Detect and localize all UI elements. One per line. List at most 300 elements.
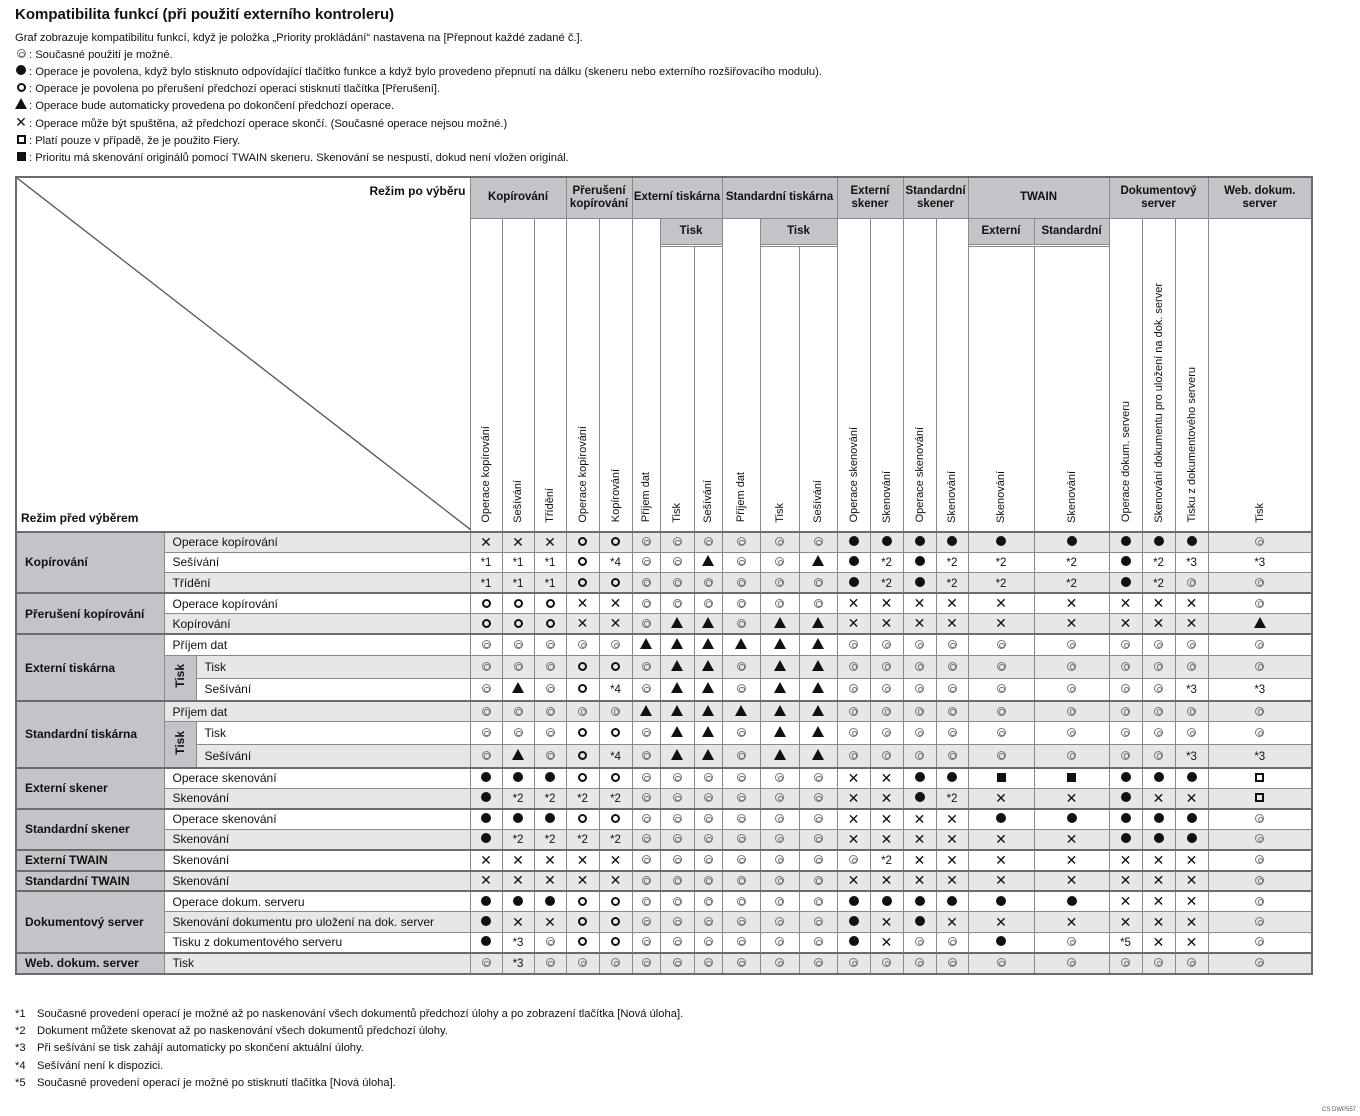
cross-icon: ✕ — [1185, 893, 1198, 910]
table-cell — [903, 532, 936, 553]
table-cell — [837, 912, 870, 933]
table-cell — [1109, 788, 1142, 809]
table-cell — [694, 850, 722, 871]
column-header — [837, 218, 870, 532]
table-cell — [1208, 829, 1312, 850]
double-circle-icon — [704, 876, 713, 885]
cross-icon: ✕ — [1152, 615, 1165, 632]
table-cell — [799, 932, 837, 953]
footnote-ref: *4 — [610, 557, 621, 570]
footnote — [15, 1040, 683, 1057]
filled-circle-icon — [1121, 833, 1131, 843]
double-circle-icon — [482, 751, 491, 760]
table-row — [16, 829, 1312, 850]
table-cell — [760, 552, 799, 573]
table-cell — [1142, 953, 1175, 974]
open-circle-icon — [578, 537, 587, 546]
footnote — [15, 1006, 683, 1023]
double-circle-icon — [482, 707, 491, 716]
table-cell — [936, 745, 968, 768]
cross-icon: ✕ — [609, 595, 622, 612]
row-label: Operace skenování — [164, 809, 470, 830]
triangle-icon — [702, 749, 714, 760]
table-cell — [968, 891, 1034, 912]
table-cell — [502, 573, 534, 594]
table-cell — [870, 634, 903, 655]
footnote-ref: *2 — [881, 855, 892, 868]
table-cell — [632, 953, 660, 974]
cross-icon: ✕ — [512, 533, 524, 550]
table-cell — [1142, 912, 1175, 933]
double-circle-icon — [1187, 662, 1196, 671]
row-group-label: Přerušení kopírování — [16, 593, 164, 634]
triangle-icon — [671, 749, 683, 760]
column-header — [760, 246, 799, 532]
row-label: Tisk — [196, 655, 470, 678]
filled-circle-icon — [915, 556, 925, 566]
double-circle-icon — [775, 958, 784, 967]
double-circle-icon — [849, 855, 858, 864]
filled-circle-icon — [1121, 536, 1131, 546]
cross-icon: ✕ — [880, 913, 893, 930]
column-group-header: Kopírování — [470, 177, 566, 218]
table-cell — [632, 573, 660, 594]
table-cell — [1034, 614, 1109, 635]
table-cell — [1034, 552, 1109, 573]
cross-icon: ✕ — [576, 615, 589, 632]
table-row — [16, 634, 1312, 655]
table-cell — [870, 850, 903, 871]
filled-square-icon — [1067, 773, 1076, 782]
cross-icon: ✕ — [1185, 872, 1198, 889]
double-circle-icon — [611, 640, 620, 649]
double-circle-icon — [997, 684, 1006, 693]
table-cell — [534, 573, 566, 594]
cross-icon: ✕ — [544, 851, 556, 868]
double-circle-icon — [1255, 897, 1264, 906]
open-circle-icon — [578, 728, 587, 737]
table-cell — [837, 829, 870, 850]
cross-icon: ✕ — [847, 615, 860, 632]
table-cell — [722, 850, 760, 871]
double-circle-icon — [814, 958, 823, 967]
triangle-icon — [735, 705, 747, 716]
column-header-label: Operace skenování — [913, 427, 926, 523]
table-cell — [470, 614, 502, 635]
filled-circle-icon — [947, 536, 957, 546]
table-cell — [936, 953, 968, 974]
footnote-ref: *4 — [610, 684, 621, 697]
cross-icon: ✕ — [1065, 830, 1078, 847]
table-cell — [1175, 809, 1208, 830]
triangle-icon — [702, 555, 714, 566]
row-subgroup-label — [164, 655, 196, 701]
table-cell — [502, 722, 534, 745]
double-circle-icon — [849, 958, 858, 967]
double-circle-icon — [849, 728, 858, 737]
double-circle-icon — [814, 897, 823, 906]
filled-circle-icon — [1121, 813, 1131, 823]
open-circle-icon — [611, 662, 620, 671]
double-circle-icon — [642, 855, 651, 864]
double-circle-icon — [1255, 537, 1264, 546]
triangle-icon — [702, 726, 714, 737]
table-cell — [1109, 655, 1142, 678]
table-cell — [968, 768, 1034, 789]
legend-text: : Platí pouze v případě, že je použito Fiery. — [29, 135, 241, 147]
table-cell — [936, 701, 968, 722]
table-cell — [1109, 809, 1142, 830]
table-cell — [799, 768, 837, 789]
table-cell — [694, 768, 722, 789]
table-cell — [1175, 891, 1208, 912]
table-cell — [870, 768, 903, 789]
double-circle-icon — [915, 684, 924, 693]
double-circle-icon — [997, 707, 1006, 716]
table-cell — [599, 891, 632, 912]
table-row — [16, 891, 1312, 912]
triangle-icon — [812, 555, 824, 566]
table-cell — [566, 809, 599, 830]
double-circle-icon — [546, 937, 555, 946]
table-cell — [632, 809, 660, 830]
open-circle-icon — [578, 662, 587, 671]
double-circle-icon — [642, 937, 651, 946]
table-cell — [1175, 850, 1208, 871]
table-cell — [760, 953, 799, 974]
table-cell — [903, 953, 936, 974]
double-circle-icon — [948, 662, 957, 671]
table-cell — [1109, 532, 1142, 553]
cross-icon: ✕ — [1152, 913, 1165, 930]
table-cell — [870, 655, 903, 678]
table-cell — [799, 871, 837, 892]
double-circle-icon — [737, 897, 746, 906]
open-circle-icon — [611, 897, 620, 906]
filled-circle-icon — [545, 813, 555, 823]
column-header-label: Sešívání — [512, 479, 524, 523]
column-header-label: Třídění — [544, 487, 556, 523]
open-circle-icon — [578, 937, 587, 946]
double-circle-icon — [882, 728, 891, 737]
table-cell — [502, 850, 534, 871]
table-cell — [1208, 809, 1312, 830]
table-cell — [968, 722, 1034, 745]
double-circle-icon — [997, 958, 1006, 967]
table-row — [16, 722, 1312, 745]
triangle-icon — [702, 638, 714, 649]
column-group-header: Přerušení kopírování — [566, 177, 632, 218]
table-cell — [660, 745, 694, 768]
table-cell — [1034, 809, 1109, 830]
table-cell — [968, 912, 1034, 933]
table-cell — [936, 593, 968, 614]
row-group-label: Standardní TWAIN — [16, 871, 164, 892]
double-circle-icon — [546, 662, 555, 671]
table-cell — [903, 912, 936, 933]
table-cell — [870, 788, 903, 809]
footnote-ref: *1 — [512, 577, 524, 590]
table-cell — [903, 552, 936, 573]
double-circle-icon — [775, 578, 784, 587]
footnote-key: *5 — [15, 1076, 26, 1089]
table-cell — [837, 850, 870, 871]
double-circle-icon — [673, 773, 682, 782]
cross-icon: ✕ — [1065, 913, 1078, 930]
filled-circle-icon — [1187, 833, 1197, 843]
double-circle-icon — [948, 937, 957, 946]
legend-item — [15, 64, 822, 81]
double-circle-icon — [673, 834, 682, 843]
double-circle-icon — [737, 958, 746, 967]
table-cell — [870, 891, 903, 912]
footnote-ref: *2 — [577, 834, 588, 847]
table-cell — [599, 552, 632, 573]
table-cell — [566, 552, 599, 573]
triangle-icon — [812, 749, 824, 760]
table-cell — [502, 871, 534, 892]
cross-icon: ✕ — [1065, 851, 1078, 868]
open-circle-icon — [514, 619, 523, 628]
cross-icon: ✕ — [913, 872, 926, 889]
legend-symbol — [15, 150, 27, 167]
table-cell — [566, 593, 599, 614]
double-circle-icon — [673, 897, 682, 906]
intro-text: Graf zobrazuje kompatibilitu funkcí, když je položka „Priority prokládání“ nastavena na [Přepnout každé zadané č.]. — [15, 32, 583, 44]
table-cell — [903, 788, 936, 809]
row-label: Skenování — [164, 850, 470, 871]
row-label: Operace skenování — [164, 768, 470, 789]
double-circle-icon — [704, 773, 713, 782]
footnote-ref: *3 — [1186, 750, 1197, 763]
table-cell — [799, 722, 837, 745]
table-cell — [502, 701, 534, 722]
table-cell — [566, 912, 599, 933]
double-circle-icon — [915, 958, 924, 967]
table-cell — [1175, 932, 1208, 953]
table-cell — [722, 593, 760, 614]
filled-circle-icon — [513, 772, 523, 782]
table-cell — [694, 788, 722, 809]
table-cell — [694, 552, 722, 573]
filled-circle-icon — [915, 916, 925, 926]
footnote-ref: *2 — [1066, 557, 1077, 570]
table-cell — [760, 745, 799, 768]
double-circle-icon — [704, 855, 713, 864]
legend-text: : Operace je povolena, když bylo stisknuto odpovídající tlačítko funkce a když bylo provedeno přepnutí na dálku (skeneru nebo externího rozšiřovacího modulu). — [29, 66, 822, 78]
column-header — [870, 218, 903, 532]
column-header-label: Kopírování — [609, 469, 622, 523]
cross-icon: ✕ — [544, 872, 556, 889]
filled-circle-icon — [849, 916, 859, 926]
double-circle-icon — [1121, 728, 1130, 737]
table-cell — [599, 701, 632, 722]
cross-icon: ✕ — [847, 595, 860, 612]
table-cell — [1142, 655, 1175, 678]
cross-icon: ✕ — [1152, 595, 1165, 612]
table-cell — [837, 891, 870, 912]
open-circle-icon — [611, 937, 620, 946]
table-cell — [1142, 678, 1175, 701]
row-label: Operace dokum. serveru — [164, 891, 470, 912]
table-cell — [936, 768, 968, 789]
triangle-icon — [640, 638, 652, 649]
table-cell — [968, 871, 1034, 892]
table-cell — [534, 891, 566, 912]
column-header-label: Operace dokum. serveru — [1119, 401, 1132, 523]
table-cell — [1034, 573, 1109, 594]
double-circle-icon — [546, 728, 555, 737]
filled-circle-icon — [513, 896, 523, 906]
table-cell — [837, 573, 870, 594]
table-cell — [1208, 678, 1312, 701]
double-circle-icon — [704, 793, 713, 802]
table-cell — [660, 634, 694, 655]
table-cell — [470, 768, 502, 789]
table-cell — [870, 932, 903, 953]
double-circle-icon — [482, 640, 491, 649]
table-row — [16, 614, 1312, 635]
double-circle-icon — [737, 773, 746, 782]
table-cell — [1109, 573, 1142, 594]
double-circle-icon — [704, 834, 713, 843]
triangle-icon — [512, 749, 524, 760]
cross-icon: ✕ — [946, 851, 958, 868]
double-circle-icon — [814, 773, 823, 782]
double-circle-icon — [1154, 958, 1163, 967]
table-cell — [1208, 891, 1312, 912]
table-cell — [1175, 655, 1208, 678]
table-cell — [722, 768, 760, 789]
footnote-ref: *2 — [1153, 557, 1164, 570]
double-circle-icon — [482, 662, 491, 671]
double-circle-icon — [1067, 707, 1076, 716]
cross-icon: ✕ — [946, 913, 958, 930]
table-cell — [903, 701, 936, 722]
table-cell — [660, 614, 694, 635]
table-cell — [760, 532, 799, 553]
double-circle-icon — [1255, 917, 1264, 926]
double-circle-icon — [814, 537, 823, 546]
column-header — [566, 218, 599, 532]
double-circle-icon — [1121, 707, 1130, 716]
double-circle-icon — [1255, 599, 1264, 608]
table-cell — [837, 932, 870, 953]
triangle-icon — [702, 617, 714, 628]
table-cell — [799, 678, 837, 701]
table-cell — [968, 678, 1034, 701]
table-cell — [694, 701, 722, 722]
double-circle-icon — [775, 814, 784, 823]
table-cell — [760, 871, 799, 892]
cross-icon: ✕ — [1119, 851, 1132, 868]
footnote-ref: *3 — [512, 937, 524, 950]
table-cell — [470, 788, 502, 809]
triangle-icon — [512, 682, 524, 693]
table-cell — [1142, 829, 1175, 850]
table-cell — [968, 532, 1034, 553]
table-cell — [534, 634, 566, 655]
filled-circle-icon — [1067, 536, 1077, 546]
table-cell — [903, 634, 936, 655]
double-circle-icon — [1154, 662, 1163, 671]
table-cell — [502, 678, 534, 701]
table-cell — [1208, 655, 1312, 678]
double-circle-icon — [737, 834, 746, 843]
table-cell — [968, 655, 1034, 678]
column-header — [1109, 218, 1142, 532]
open-circle-icon — [578, 814, 587, 823]
table-cell — [502, 932, 534, 953]
column-header — [534, 218, 566, 532]
footnote-ref: *3 — [1254, 557, 1266, 570]
open-circle-icon — [546, 599, 555, 608]
table-cell — [1142, 871, 1175, 892]
filled-circle-icon — [481, 833, 491, 843]
footnote-ref: *2 — [1153, 577, 1164, 590]
table-cell — [1208, 912, 1312, 933]
column-header-label: Operace kopírování — [576, 425, 589, 523]
table-cell — [1175, 745, 1208, 768]
table-cell — [660, 573, 694, 594]
table-cell — [837, 634, 870, 655]
double-circle-icon — [814, 834, 823, 843]
legend-symbol — [15, 133, 27, 150]
double-circle-icon — [882, 707, 891, 716]
table-cell — [502, 788, 534, 809]
double-circle-icon — [673, 917, 682, 926]
double-circle-icon — [673, 937, 682, 946]
double-circle-icon — [673, 578, 682, 587]
footnote-ref: *1 — [480, 577, 492, 590]
double-circle-icon — [642, 662, 651, 671]
double-circle-icon — [704, 897, 713, 906]
double-circle-icon — [849, 684, 858, 693]
table-cell — [534, 722, 566, 745]
table-cell — [760, 614, 799, 635]
table-cell — [799, 614, 837, 635]
double-circle-icon — [642, 876, 651, 885]
cross-icon: ✕ — [946, 615, 958, 632]
table-cell — [1175, 871, 1208, 892]
table-cell — [632, 891, 660, 912]
cross-icon: ✕ — [1152, 789, 1165, 806]
table-cell — [837, 871, 870, 892]
double-circle-icon — [1255, 578, 1264, 587]
table-cell — [936, 788, 968, 809]
double-circle-icon — [482, 728, 491, 737]
filled-circle-icon — [1154, 833, 1164, 843]
row-label: Operace kopírování — [164, 532, 470, 553]
table-cell — [1142, 722, 1175, 745]
triangle-icon — [671, 726, 683, 737]
footnote-ref: *2 — [577, 793, 588, 806]
table-cell — [722, 891, 760, 912]
table-cell — [660, 552, 694, 573]
open-circle-icon — [578, 773, 587, 782]
table-row — [16, 552, 1312, 573]
table-cell — [632, 871, 660, 892]
table-row — [16, 745, 1312, 768]
table-cell — [722, 953, 760, 974]
double-circle-icon — [814, 917, 823, 926]
row-label: Skenování — [164, 871, 470, 892]
double-circle-icon — [673, 855, 682, 864]
table-cell — [760, 809, 799, 830]
filled-circle-icon — [996, 936, 1006, 946]
filled-circle-icon — [481, 936, 491, 946]
row-label: Skenování dokumentu pro uložení na dok. server — [164, 912, 470, 933]
